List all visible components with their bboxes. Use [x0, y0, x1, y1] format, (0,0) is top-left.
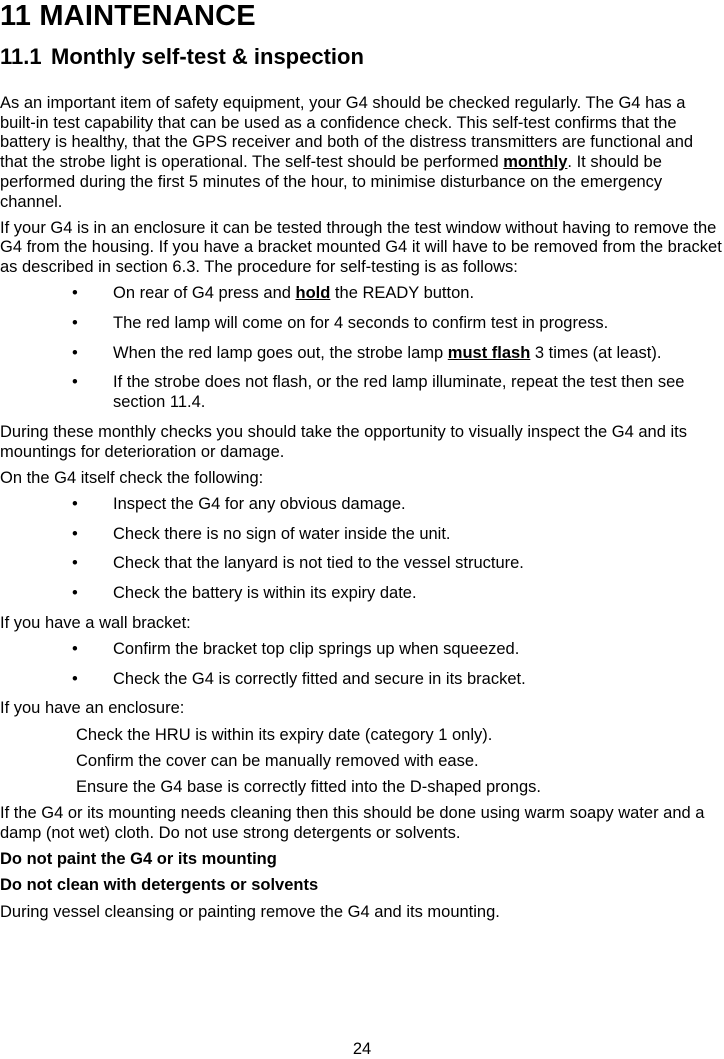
bullet-icon: •	[72, 284, 78, 303]
step-text-c: the READY button.	[330, 284, 475, 303]
warning-no-detergents: Do not clean with detergents or solvents	[0, 876, 319, 895]
check-text: Confirm the bracket top clip springs up when squeezed.	[113, 639, 520, 658]
check-text: Check that the lanyard is not tied to the vessel structure.	[113, 554, 524, 573]
page-number: 24	[352, 1040, 372, 1058]
bullet-icon: •	[72, 554, 78, 573]
step-text: The red lamp will come on for 4 seconds to confirm test in progress.	[113, 314, 609, 333]
emphasis-hold: hold	[295, 284, 331, 303]
list-item	[0, 495, 724, 515]
body-text	[0, 94, 724, 929]
subsection-heading	[0, 43, 364, 71]
list-item	[0, 525, 724, 545]
emphasis-monthly: monthly	[503, 153, 568, 172]
bullet-icon: •	[72, 314, 78, 333]
bullet-icon: •	[72, 524, 78, 543]
bullet-icon: •	[72, 494, 78, 513]
list-item	[0, 284, 724, 304]
intro-text-a: As an important item of safety equipment, your G4 should be checked regularly. The G4 has a built-in test capability that can be used as a confidence check. This self-test confirms that the battery is healthy, that the GPS receiver and both of the distress transmitters are functional and that the strobe light is operational. The self-test should be performed	[0, 94, 694, 172]
subsection-title: Monthly self-test & inspection	[51, 44, 364, 69]
check-text: Inspect the G4 for any obvious damage.	[113, 494, 406, 513]
bracket-check-intro: If you have a wall bracket:	[0, 613, 191, 632]
step-text-a: On rear of G4 press and	[113, 284, 296, 303]
enclosure-check-intro: If you have an enclosure:	[0, 699, 185, 718]
step-text-a: When the red lamp goes out, the strobe lamp	[113, 343, 448, 362]
bullet-icon: •	[72, 639, 78, 658]
g4-checklist	[0, 495, 724, 604]
intro-paragraph	[0, 94, 724, 212]
bullet-icon: •	[72, 669, 78, 688]
step-text: If the strobe does not flash, or the red lamp illuminate, repeat the test then see section 11.4.	[113, 373, 685, 412]
bullet-icon: •	[72, 373, 78, 392]
list-item	[0, 640, 724, 660]
intro-text-c: . It should be performed during the first 5 minutes of the hour, to minimise disturbance on the emergency channel.	[0, 153, 663, 211]
step-text-c: 3 times (at least).	[530, 343, 662, 362]
list-item	[0, 373, 724, 412]
bracket-checklist	[0, 640, 724, 689]
g4-check-intro: On the G4 itself check the following:	[0, 468, 264, 487]
section-heading: 11 MAINTENANCE	[0, 0, 256, 32]
emphasis-must-flash: must flash	[447, 343, 531, 362]
list-item	[0, 584, 724, 604]
list-item	[0, 670, 724, 690]
check-text: Check there is no sign of water inside the unit.	[113, 524, 451, 543]
cleansing-paragraph: During vessel cleansing or painting remove the G4 and its mounting.	[0, 902, 500, 921]
enclosure-check-item: Confirm the cover can be manually removed with ease.	[76, 751, 479, 770]
bullet-icon: •	[72, 584, 78, 603]
check-text: Check the G4 is correctly fitted and secure in its bracket.	[113, 669, 526, 688]
enclosure-test-paragraph: If your G4 is in an enclosure it can be tested through the test window without having to remove the G4 from the housing. If you have a bracket mounted G4 it will have to be removed from the bracket as described in section 6.3. The procedure for self-testing is as follows:	[0, 218, 722, 277]
list-item	[0, 554, 724, 574]
bullet-icon: •	[72, 343, 78, 362]
inspection-paragraph: During these monthly checks you should take the opportunity to visually inspect the G4 and its mountings for deterioration or damage.	[0, 422, 687, 461]
cleaning-paragraph: If the G4 or its mounting needs cleaning then this should be done using warm soapy water and a damp (not wet) cloth. Do not use strong detergents or solvents.	[0, 804, 705, 842]
check-text: Check the battery is within its expiry date.	[113, 584, 417, 603]
self-test-steps	[0, 284, 724, 413]
list-item	[0, 314, 724, 334]
enclosure-check-item: Check the HRU is within its expiry date (category 1 only).	[76, 725, 493, 744]
warning-no-paint: Do not paint the G4 or its mounting	[0, 850, 277, 869]
list-item	[0, 344, 724, 364]
enclosure-check-item: Ensure the G4 base is correctly fitted into the D-shaped prongs.	[76, 777, 541, 796]
subsection-number: 11.1	[0, 44, 42, 69]
